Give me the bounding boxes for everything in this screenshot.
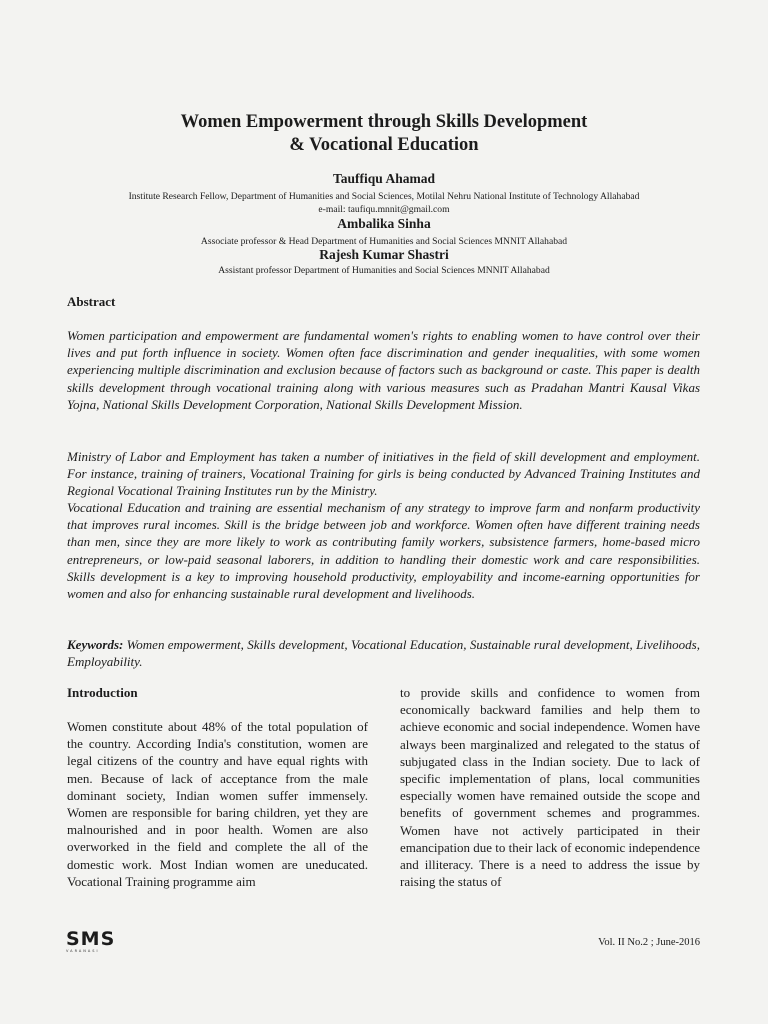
author-name: Rajesh Kumar Shastri (319, 247, 449, 262)
author-name: Ambalika Sinha (337, 216, 431, 231)
abstract-paragraph: Ministry of Labor and Employment has taken a number of initiatives in the field of skill development and employment. For instance, training of trainers, Vocational Training for girls is being conducted by Advanced Training Institutes and Regional Vocational Training Institutes run by the Ministry. (67, 449, 700, 499)
title-line-1: Women Empowerment through Skills Development (180, 112, 588, 132)
author-name: Tauffiqu Ahamad (333, 171, 435, 186)
logo-text: SMS (66, 928, 116, 950)
introduction-heading: Introduction (67, 685, 138, 700)
logo-subtext: VARANASI (66, 949, 100, 953)
author-affiliation: Institute Research Fellow, Department of Humanities and Social Sciences, Motilal Nehru National Institute of Technology Allahabad (128, 191, 640, 202)
abstract-paragraph: Vocational Education and training are essential mechanism of any strategy to improve farm and nonfarm productivity that improves rural incomes. Skill is the bridge between job and workforce. Women often have different training needs than men, since they are more likely to work as contributing family workers, subsistence farmers, home-based micro entrepreneurs, or low-paid seasonal laborers, in addition to handling their domestic work and care responsibilities. Skills development is a key to improving household productivity, employability and income-earning opportunities for women and also for enhancing sustainable rural development and livelihoods. (67, 500, 700, 602)
abstract-paragraph: Women participation and empowerment are fundamental women's rights to enabling women to have control over their lives and put forth influence in society. Women often face discrimination and gender inequalities, with some women experiencing multiple discrimination and exclusion because of factors such as background or caste. This paper is dealth skills development through vocational training along with various measures such as Pradahan Mantri Kausal Vikas Yojna, National Skills Development Corporation, National Skills Development Mission. (67, 328, 700, 412)
author-affiliation: Assistant professor Department of Humanities and Social Sciences MNNIT Allahabad (218, 265, 550, 276)
volume-info: Vol. II No.2 ; June-2016 (598, 937, 700, 948)
introduction-right-column: to provide skills and confidence to women from economically backward families and help them to achieve economic and social independence. Women have always been marginalized and relegated to the status of subjugated class in the Indian society. Due to lack of specific implementation of plans, local communities especially women have remained outside the scope and benefits of government schemes and programmes. Women have not actively participated in their emancipation due to their lack of economic independence and illiteracy. There is a need to address the issue by raising the status of (400, 685, 700, 890)
keywords (67, 636, 700, 670)
paper-title (60, 111, 708, 157)
journal-logo (66, 930, 116, 956)
author-affiliation: Associate professor & Head Department of Humanities and Social Sciences MNNIT Allahabad (200, 236, 568, 247)
abstract-heading: Abstract (67, 294, 116, 309)
title-line-2: & Vocational Education (289, 135, 479, 155)
keywords-text: Women empowerment, Skills development, Vocational Education, Sustainable rural development, Livelihoods, Employability. (67, 637, 700, 670)
author-email: e-mail: taufiqu.mnnit@gmail.com (318, 204, 450, 215)
introduction-left-column: Women constitute about 48% of the total population of the country. According India's constitution, women are legal citizens of the country and have equal rights with men. Because of lack of acceptance from the male dominant society, Indian women suffer immensely. Women are responsible for baring children, yet they are malnourished and in poor health. Women are also overworked in the field and complete the all of the domestic work. Most Indian women are uneducated. Vocational Training programme aim (67, 719, 368, 889)
keywords-label: Keywords: (67, 637, 124, 652)
